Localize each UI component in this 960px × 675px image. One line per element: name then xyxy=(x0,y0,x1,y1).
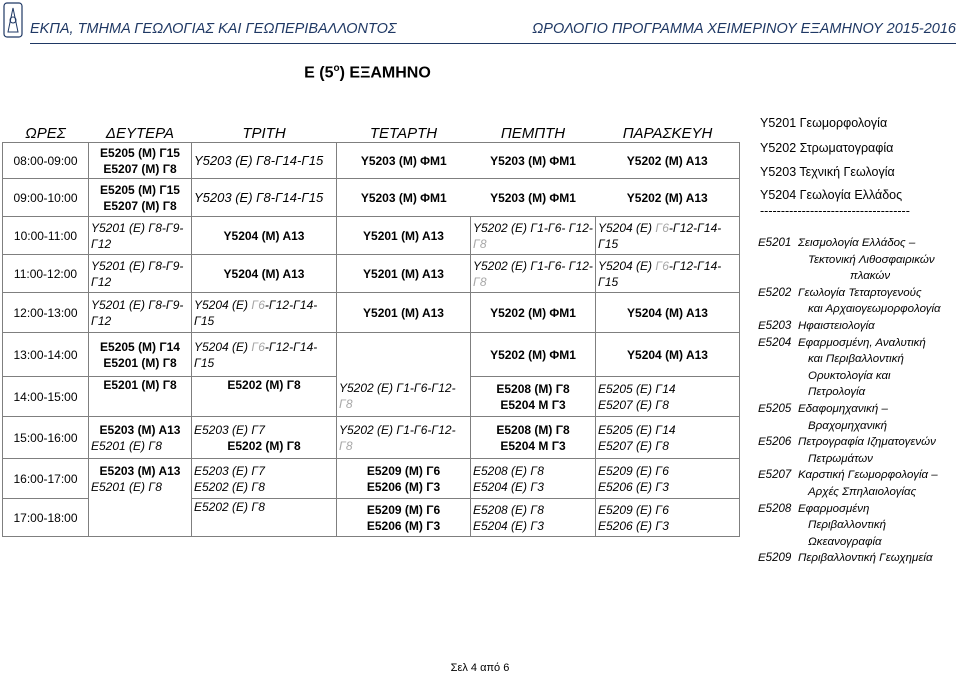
legend-item: Ε5203 Ηφαιστειολογία xyxy=(758,319,875,332)
legend-required-courses xyxy=(760,111,910,217)
table-row xyxy=(3,293,740,333)
schedule-cell: Υ5201 (Μ) Α13 xyxy=(337,293,471,333)
schedule-cell: Ε5203 (Ε) Γ7 Ε5202 (Μ) Γ8 xyxy=(192,417,337,459)
schedule-cell: Ε5209 (Ε) Γ6 Ε5206 (Ε) Γ3 xyxy=(596,459,740,499)
schedule-cell: Ε5205 (Μ) Γ15 Ε5207 (Μ) Γ8 xyxy=(89,179,192,217)
legend-item: Υ5204 Γεωλογία Ελλάδος xyxy=(760,187,903,202)
schedule-cell: Ε5208 (Μ) Γ8 Ε5204 Μ Γ3 xyxy=(471,377,596,417)
schedule-cell: Υ5204 (Ε) Γ6-Γ12-Γ14-Γ15 xyxy=(192,293,337,333)
schedule-cell: Υ5202 (Ε) Γ1-Γ6- Γ12-Γ8 xyxy=(471,255,596,293)
schedule-cell: Υ5204 (Ε) Γ6-Γ12-Γ14-Γ15 xyxy=(596,217,740,255)
table-row xyxy=(3,499,740,537)
table-row xyxy=(3,377,740,417)
column-header-hours: ΩΡΕΣ xyxy=(25,125,66,142)
schedule-cell: Ε5209 (Ε) Γ6 Ε5206 (Ε) Γ3 xyxy=(596,499,740,537)
schedule-cell: Υ5201 (Ε) Γ8-Γ9-Γ12 xyxy=(89,217,192,255)
schedule-cell: Ε5205 (Ε) Γ14 Ε5207 (Ε) Γ8 xyxy=(596,377,740,417)
schedule-cell: Υ5202 (Ε) Γ1-Γ6-Γ12- Γ8 xyxy=(337,377,471,417)
schedule-cell: Ε5208 (Ε) Γ8 Ε5204 (Ε) Γ3 xyxy=(471,459,596,499)
schedule-cell: Υ5202 (Μ) ΦΜ1 xyxy=(471,293,596,333)
schedule-cell: Υ5202 (Ε) Γ1-Γ6-Γ12- Γ8 xyxy=(337,417,471,459)
table-row xyxy=(3,179,740,217)
schedule-cell: Υ5201 (Ε) Γ8-Γ9-Γ12 xyxy=(89,255,192,293)
header-program: ΩΡΟΛΟΓΙΟ ΠΡΟΓΡΑΜΜΑ ΧΕΙΜΕΡΙΝΟΥ ΕΞΑΜΗΝΟΥ 2015-2016 xyxy=(532,21,956,37)
schedule-cell: Ε5203 (Ε) Γ7 Ε5202 (Ε) Γ8 xyxy=(192,459,337,499)
page-number: Σελ 4 από 6 xyxy=(450,662,510,674)
column-header-friday: ΠΑΡΑΣΚΕΥΗ xyxy=(622,125,713,142)
legend-item: Ε5209 Περιβαλλοντική Γεωχημεία xyxy=(758,552,933,565)
schedule-cell: Ε5205 (Μ) Γ15 Ε5207 (Μ) Γ8 xyxy=(89,143,192,179)
schedule-cell: Υ5202 (Ε) Γ1-Γ6- Γ12-Γ8 xyxy=(471,217,596,255)
time-cell: 10:00-11:00 xyxy=(3,217,89,255)
schedule-cell: Υ5204 (Μ) Α13 xyxy=(596,293,740,333)
time-cell: 14:00-15:00 xyxy=(3,377,89,417)
column-header-monday: ΔΕΥΤΕΡΑ xyxy=(105,125,175,142)
schedule-cell: Ε5201 (Μ) Γ8 xyxy=(89,377,192,417)
schedule-cell: Ε5203 (Μ) Α13 Ε5201 (Ε) Γ8 xyxy=(89,459,192,499)
schedule-cell: Ε5209 (Μ) Γ6 Ε5206 (Μ) Γ3 xyxy=(337,459,471,499)
schedule-cell: Υ5201 (Ε) Γ8-Γ9-Γ12 xyxy=(89,293,192,333)
schedule-cell: Ε5205 (Ε) Γ14 Ε5207 (Ε) Γ8 xyxy=(596,417,740,459)
schedule-cell: Ε5202 (Ε) Γ8 xyxy=(192,499,337,537)
schedule-cell: Ε5208 (Μ) Γ8 Ε5204 Μ Γ3 xyxy=(471,417,596,459)
legend-item: Ε5205 Εδαφομηχανική – Βραχομηχανική xyxy=(758,402,888,432)
schedule-cell: Ε5209 (Μ) Γ6 Ε5206 (Μ) Γ3 xyxy=(337,499,471,537)
schedule-cell: Υ5201 (Μ) Α13 xyxy=(337,217,471,255)
schedule-cell: Υ5204 (Μ) Α13 xyxy=(192,217,337,255)
legend-item: Ε5204 Εφαρμοσμένη, Αναλυτική και Περιβαλλοντική Ορυκτολογία και Πετρολογία xyxy=(758,336,926,399)
time-cell: 11:00-12:00 xyxy=(3,255,89,293)
table-row xyxy=(3,459,740,499)
schedule-cell: Υ5203 (Ε) Γ8-Γ14-Γ15 xyxy=(192,179,337,217)
table-header-row xyxy=(3,118,740,143)
time-cell: 13:00-14:00 xyxy=(3,333,89,377)
schedule-cell: Ε5208 (Ε) Γ8 Ε5204 (Ε) Γ3 xyxy=(471,499,596,537)
legend-item: Υ5202 Στρωματογραφία xyxy=(760,140,894,155)
time-cell: 12:00-13:00 xyxy=(3,293,89,333)
time-cell: 15:00-16:00 xyxy=(3,417,89,459)
schedule-cell: Υ5204 (Μ) Α13 xyxy=(192,255,337,293)
schedule-cell: Υ5203 (Μ) ΦΜ1 xyxy=(471,179,596,217)
schedule-cell: Υ5203 (Μ) ΦΜ1 xyxy=(471,143,596,179)
legend-item: Ε5201 Σεισμολογία Ελλάδος – Τεκτονική Λιθοσφαιρικών πλακών xyxy=(758,237,935,283)
time-cell: 16:00-17:00 xyxy=(3,459,89,499)
schedule-cell: Υ5204 (Μ) Α13 xyxy=(596,333,740,377)
table-row xyxy=(3,417,740,459)
header-divider xyxy=(30,43,956,44)
table-row xyxy=(3,333,740,377)
schedule-cell: Υ5202 (Μ) Α13 xyxy=(596,179,740,217)
column-header-tuesday: ΤΡΙΤΗ xyxy=(242,125,286,142)
header-department: ΕΚΠΑ, ΤΜΗΜΑ ΓΕΩΛΟΓΙΑΣ ΚΑΙ ΓΕΩΠΕΡΙΒΑΛΛΟΝΤΟΣ xyxy=(30,21,397,37)
schedule-cell: Υ5203 (Μ) ΦΜ1 xyxy=(337,179,471,217)
legend-item: Υ5201 Γεωμορφολογία xyxy=(760,116,888,130)
column-header-wednesday: ΤΕΤΑΡΤΗ xyxy=(369,125,438,142)
schedule-cell: Ε5202 (Μ) Γ8 xyxy=(192,377,337,417)
legend-elective-courses xyxy=(758,235,958,567)
legend-item: Υ5203 Τεχνική Γεωλογία xyxy=(760,165,895,179)
legend-divider: ------------------------------------ xyxy=(760,203,910,218)
schedule-cell: Υ5202 (Μ) ΦΜ1 xyxy=(471,333,596,377)
university-logo-icon xyxy=(2,2,24,38)
schedule-cell: Ε5205 (Μ) Γ14 Ε5201 (Μ) Γ8 xyxy=(89,333,192,377)
legend-item: Ε5207 Καρστική Γεωμορφολογία – Αρχές Σπηλαιολογίας xyxy=(758,469,938,498)
legend-item: Ε5202 Γεωλογία Τεταρτογενούς και Αρχαιογεωμορφολογία xyxy=(758,286,941,316)
schedule-cell: Υ5204 (Ε) Γ6-Γ12-Γ14-Γ15 xyxy=(192,333,337,377)
page-title: Ε $(5^o)$ ΕΞΑΜΗΝΟ xyxy=(304,63,431,82)
table-row xyxy=(3,143,740,179)
column-header-thursday: ΠΕΜΠΤΗ xyxy=(500,125,566,142)
schedule-cell: Υ5202 (Μ) Α13 xyxy=(596,143,740,179)
schedule-cell: Υ5201 (Μ) Α13 xyxy=(337,255,471,293)
legend-item: Ε5206 Πετρογραφία Ιζηματογενών Πετρωμάτων xyxy=(758,436,936,465)
time-cell: 17:00-18:00 xyxy=(3,499,89,537)
table-row xyxy=(3,255,740,293)
table-row xyxy=(3,217,740,255)
time-cell: 08:00-09:00 xyxy=(3,143,89,179)
schedule-cell: Υ5204 (Ε) Γ6-Γ12-Γ14-Γ15 xyxy=(596,255,740,293)
schedule-cell-empty xyxy=(89,499,192,537)
schedule-cell-empty xyxy=(337,333,471,377)
time-cell: 09:00-10:00 xyxy=(3,179,89,217)
schedule-cell: Ε5203 (Μ) Α13 Ε5201 (Ε) Γ8 xyxy=(89,417,192,459)
legend-item: Ε5208 Εφαρμοσμένη Περιβαλλοντική Ωκεανογραφία xyxy=(758,502,886,548)
schedule-cell: Υ5203 (Ε) Γ8-Γ14-Γ15 xyxy=(192,143,337,179)
schedule-cell: Υ5203 (Μ) ΦΜ1 xyxy=(337,143,471,179)
schedule-table xyxy=(2,118,740,537)
